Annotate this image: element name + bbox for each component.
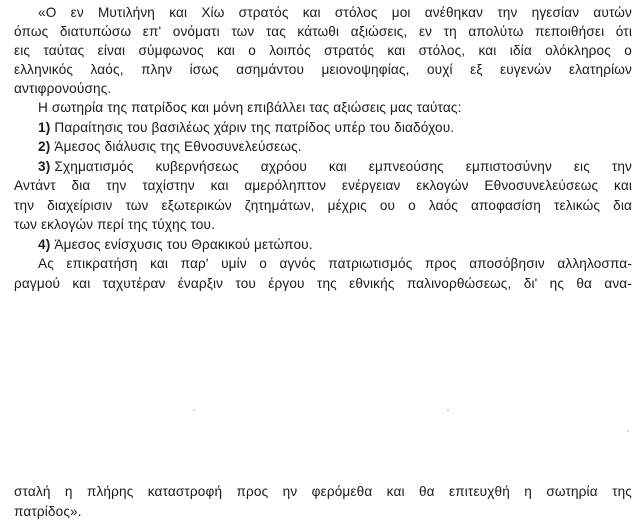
- demand-item-4: [14, 236, 632, 254]
- text-line-1: «Ο εν Μυτιλήνη και Χίω στρατός και στόλος μοι ανέθηκαν την ηγεσίαν αυτών: [38, 5, 632, 20]
- text-line-4: ελληνικός λαός, πλην ίσως ασημάντου μειονοψηφίας, ουχί εξ ευγενών ελατηρίων: [14, 62, 632, 77]
- demand-text: Παραίτησις του βασιλέως χάριν της πατρίδος υπέρ του διαδόχου.: [54, 120, 455, 135]
- text-line-12: των εκλογών περί της τύχης του.: [14, 217, 216, 232]
- text-line-11: την διαχείρισιν των εξωτερικών ζητημάτων, μέχρις ου ο λαός αποφασίση τελικώς δια: [14, 198, 632, 213]
- demand-number: 3): [38, 159, 51, 174]
- text-line-10: Αντάντ δια την ταχίστην και αμερόληπτον ενέργειαν εκλογών Εθνοσυνελεύσεως και: [14, 178, 632, 193]
- scan-speck: [193, 409, 195, 411]
- demand-number: 1): [38, 120, 51, 135]
- demand-number: 2): [38, 139, 51, 154]
- scan-speck: [627, 430, 629, 432]
- demand-text: Άμεσος ενίσχυσις του Θρακικού μετώπου.: [54, 237, 313, 252]
- demand-text: Άμεσος διάλυσις της Εθνοσυνελεύσεως.: [54, 139, 302, 154]
- text-line-15: ραγμού και ταχυτέραν έναρξιν του έργου της εθνικής παλινορθώσεως, δι' ης θα ανα-: [14, 276, 632, 291]
- text-line-5: αντιφρονούσης.: [14, 81, 112, 96]
- text-line-3: εις ταύτας είναι σύμφωνος και ο λοιπός στρατός και στόλος, και ιδία ολόκληρος ο: [14, 43, 632, 58]
- scan-speck: [447, 409, 449, 411]
- text-line-6: Η σωτηρία της πατρίδος και μόνη επιβάλλει τας αξιώσεις μας ταύτας:: [38, 100, 462, 115]
- text-line-16: σταλή η πλήρης καταστροφή προς ην φερόμεθα και θα επιτευχθή η σωτηρία της: [14, 484, 632, 499]
- demand-item-3: [14, 158, 632, 176]
- text-line-14: Ας επικρατήση και παρ' υμίν ο αγνός πατριωτισμός προς αποσόβησιν αλληλοσπα-: [38, 256, 632, 271]
- text-line-17: πατρίδος».: [14, 504, 82, 519]
- demand-text: Σχηματισμός κυβερνήσεως αχρόου και εμπνεούσης εμπιστοσύνην εις την: [54, 159, 632, 174]
- demand-number: 4): [38, 237, 51, 252]
- text-line-2: όπως διατυπώσω επ' ονόματι των τας κάτωθι αξιώσεις, εν τη απολύτω πεποιθήσει ότι: [14, 24, 632, 39]
- demand-item-1: [14, 119, 632, 137]
- demand-item-2: [14, 138, 632, 156]
